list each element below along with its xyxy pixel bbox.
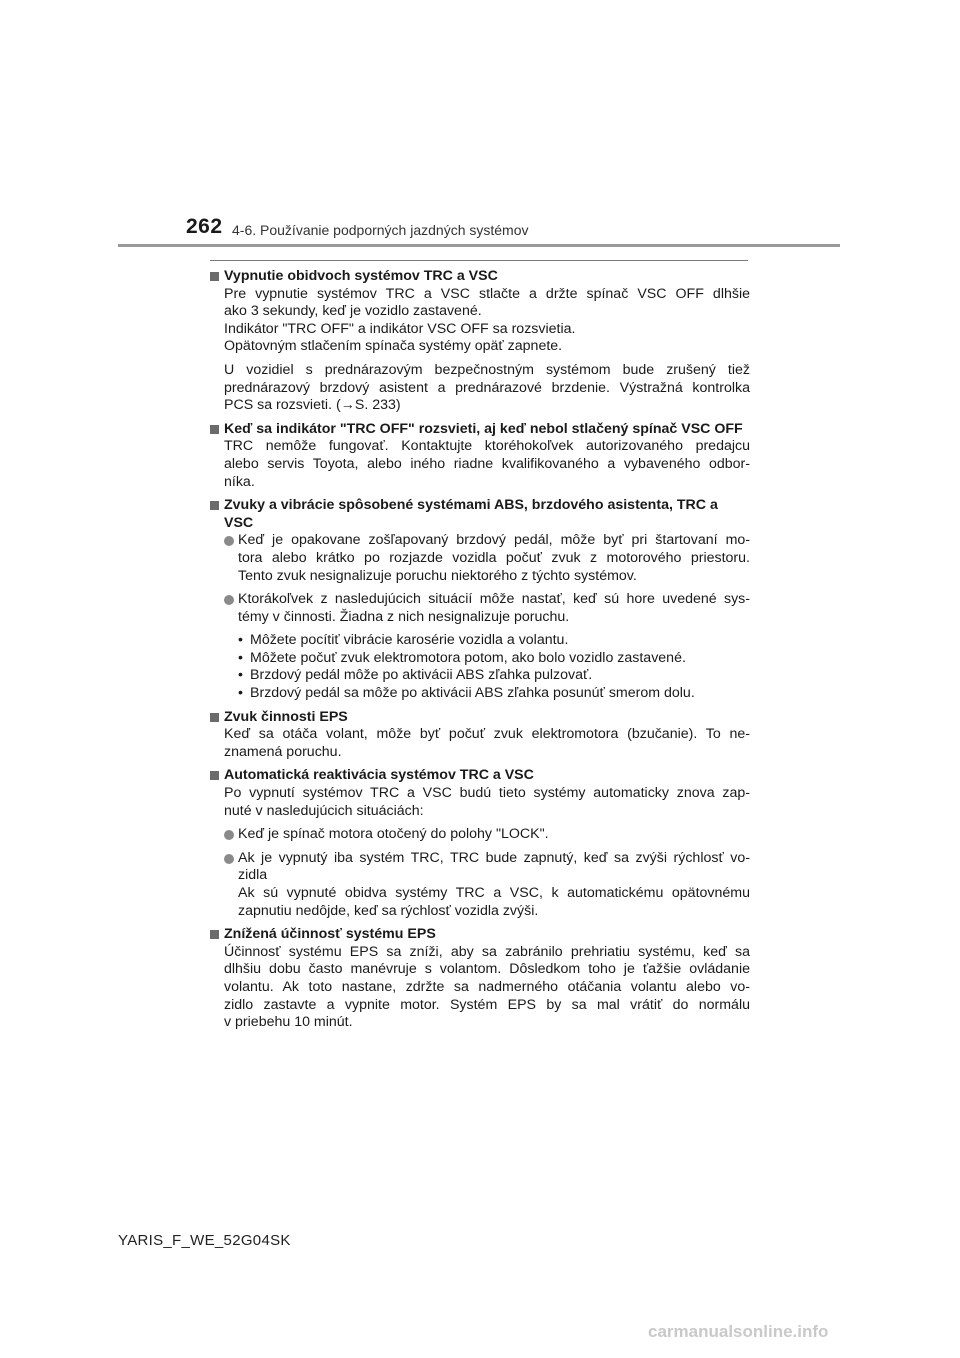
paragraph: Účinnosť systému EPS sa zníži, aby sa zabránilo prehriatiu systému, keď sa dlhšiu dobu často manévruje s volantom. Dôsledkom toho je ťažšie ovládanie volantu. Ak toto nastane, zdržte sa nadmerného otáčania volantu alebo vo- zidlo zastavte a vypnite motor. Systém EPS by sa mal vrátiť do normálu v priebehu 10 minút. (224, 943, 750, 1031)
paragraph: U vozidiel s prednárazovým bezpečnostným systémom bude zrušený tiež prednárazový brzdový asistent a prednárazové brzdenie. Výstražná kontrolka PCS sa rozsvieti. (→S. 233) (224, 361, 750, 414)
square-bullet-icon (210, 930, 219, 939)
document-code: YARIS_F_WE_52G04SK (118, 1232, 291, 1249)
square-bullet-icon (210, 771, 219, 780)
section-vypnutie (210, 268, 750, 415)
section-znizena-ucinnost (210, 926, 750, 1032)
circle-bullet-icon (224, 536, 234, 546)
square-bullet-icon (210, 425, 219, 434)
list-item: Keď je opakovane zošľapovaný brzdový pedál, môže byť pri štartovaní mo- tora alebo krátko po rozjazde vozidla počuť zvuk z motorového priestoru. Tento zvuk nesignalizuje poruchu niektorého z týchto systémov. (210, 532, 750, 585)
square-bullet-icon (210, 713, 219, 722)
square-bullet-icon (210, 272, 219, 281)
paragraph: Pre vypnutie systémov TRC a VSC stlačte a držte spínač VSC OFF dlhšie ako 3 sekundy, keď je vozidlo zastavené. Indikátor "TRC OFF" a indikátor VSC OFF sa rozsvietia. Opätovným stlačením spínača systémy opäť zapnete. (224, 285, 750, 355)
section-zvuk-eps (210, 709, 750, 762)
section-trc-off (210, 421, 750, 491)
circle-bullet-icon (224, 595, 234, 605)
page-number: 262 (186, 215, 223, 238)
section-title: 4-6. Používanie podporných jazdných systémov (232, 222, 529, 238)
section-zvuky-vibracie (210, 497, 750, 703)
list-item: Keď je spínač motora otočený do polohy "LOCK". (210, 826, 750, 844)
sub-list (210, 632, 750, 702)
header-divider (118, 244, 840, 247)
list-item: Ktorákoľvek z nasledujúcich situácií môže nastať, keď sú hore uvedené sys- témy v činnosti. Žiadna z nich nesignalizuje poruchu. (210, 591, 750, 626)
section-heading: Automatická reaktivácia systémov TRC a VSC (210, 767, 750, 785)
paragraph: Po vypnutí systémov TRC a VSC budú tieto systémy automaticky znova zap- nuté v nasledujúcich situáciách: (224, 785, 750, 819)
list-item: Ak je vypnutý iba systém TRC, TRC bude zapnutý, keď sa zvýši rýchlosť vo- zidla Ak sú vypnuté obidva systémy TRC a VSC, k automatickému opätovnému zapnutiu nedôjde, keď sa rýchlosť vozidla zvýši. (210, 850, 750, 920)
paragraph: TRC nemôže fungovať. Kontaktujte ktoréhokoľvek autorizovaného predajcu alebo servis Toyota, alebo iného riadne kvalifikovaného a vybaveného odbor- níka. (224, 438, 750, 490)
page-content (210, 268, 750, 1038)
section-heading: Keď sa indikátor "TRC OFF" rozsvieti, aj keď nebol stlačený spínač VSC OFF (210, 421, 750, 439)
content-divider (210, 260, 748, 261)
section-heading: Zvuky a vibrácie spôsobené systémami ABS, brzdového asistenta, TRC a VSC (210, 497, 750, 532)
section-heading: Znížená účinnosť systému EPS (210, 926, 750, 944)
sub-item: • Brzdový pedál môže po aktivácii ABS zľahka pulzovať. (238, 667, 593, 684)
section-heading: Vypnutie obidvoch systémov TRC a VSC (210, 268, 750, 286)
square-bullet-icon (210, 501, 219, 510)
circle-bullet-icon (224, 854, 234, 864)
sub-item: • Môžete pocítiť vibrácie karosérie vozidla a volantu. (238, 632, 569, 649)
sub-item: • Brzdový pedál sa môže po aktivácii ABS zľahka posunúť smerom dolu. (238, 685, 695, 702)
section-heading: Zvuk činnosti EPS (210, 709, 750, 727)
sub-item: • Môžete počuť zvuk elektromotora potom, ako bolo vozidlo zastavené. (238, 649, 686, 666)
circle-bullet-icon (224, 830, 234, 840)
paragraph: Keď sa otáča volant, môže byť počuť zvuk elektromotora (bzučanie). To ne- znamená poruchu. (224, 726, 750, 760)
watermark: carmanualsonline.info (648, 1322, 829, 1341)
section-reaktivacia (210, 767, 750, 920)
